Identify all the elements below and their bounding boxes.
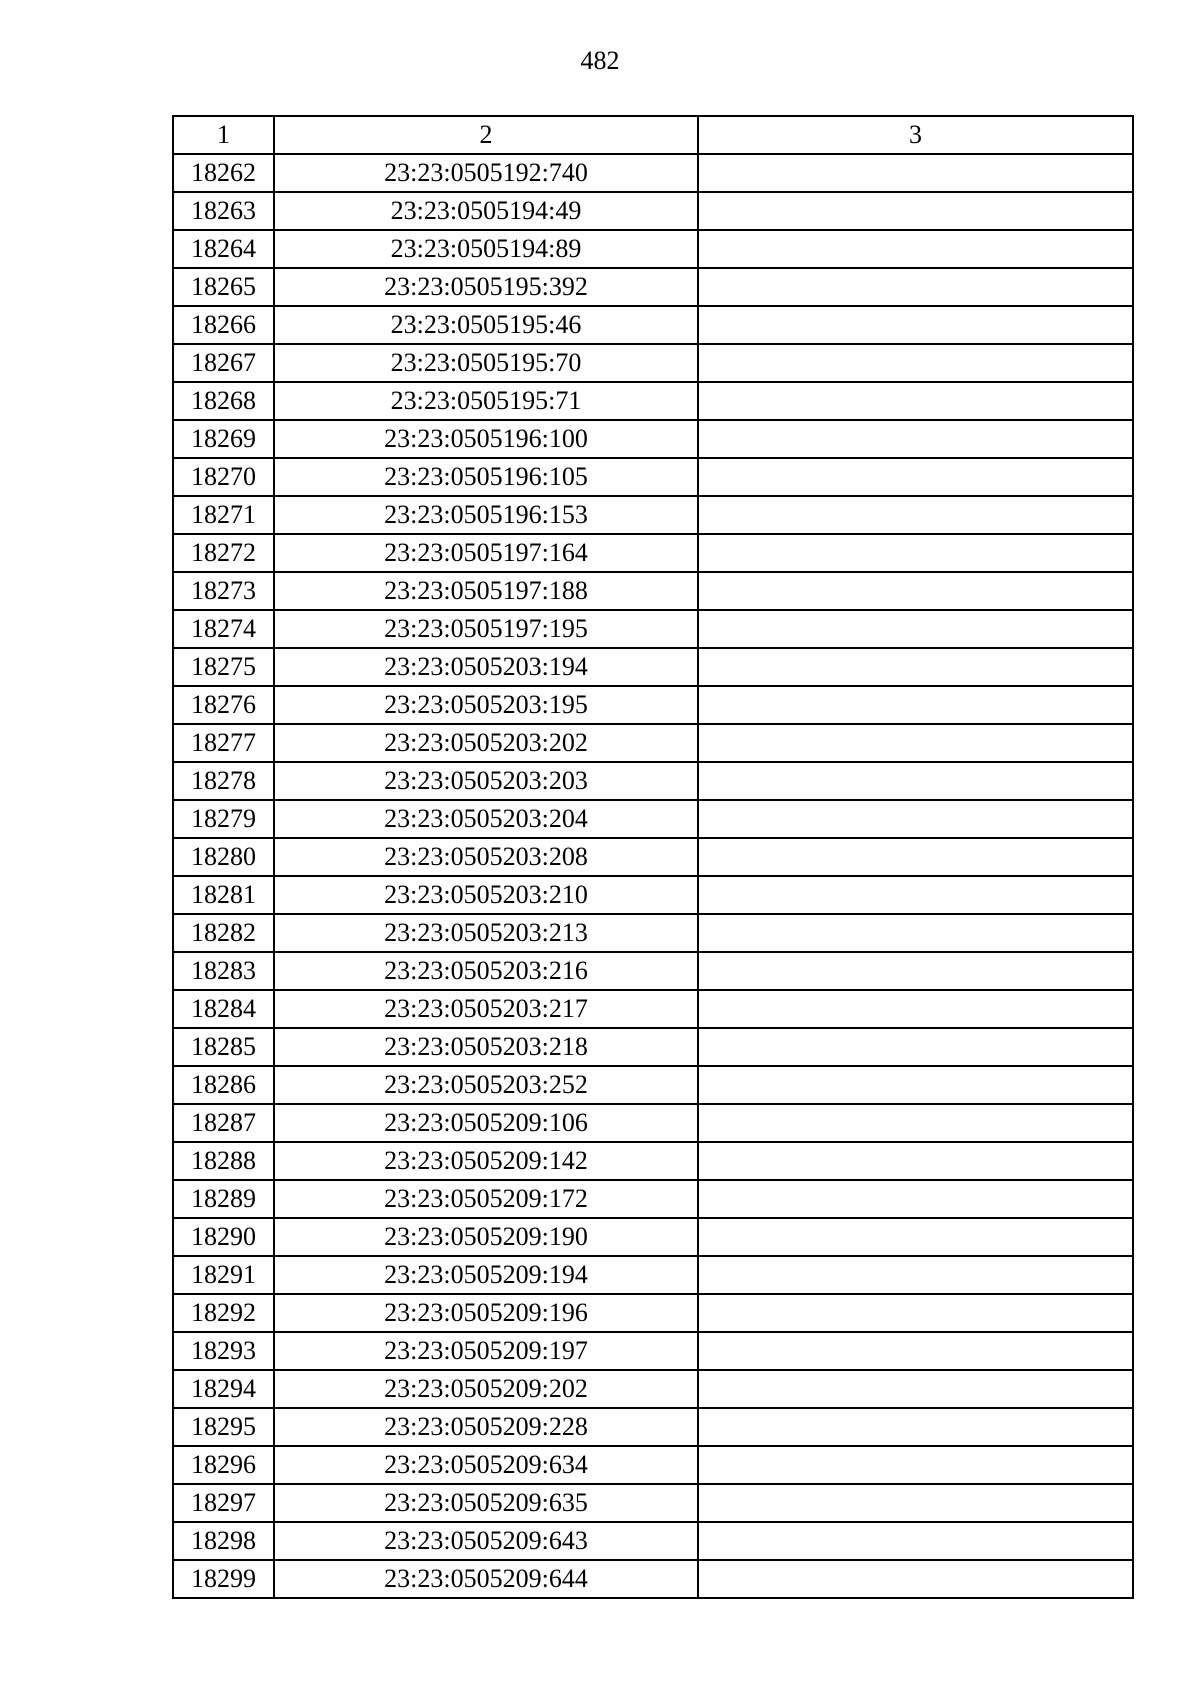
cadastral-number-cell: 23:23:0505209:106 — [274, 1104, 698, 1142]
row-number-cell: 18297 — [173, 1484, 274, 1522]
note-cell — [698, 458, 1133, 496]
table-row — [173, 344, 1133, 382]
table-row — [173, 420, 1133, 458]
note-cell — [698, 952, 1133, 990]
table-row — [173, 1522, 1133, 1560]
row-number-cell: 18265 — [173, 268, 274, 306]
table-row — [173, 1104, 1133, 1142]
table-row — [173, 458, 1133, 496]
cadastral-number-cell: 23:23:0505195:70 — [274, 344, 698, 382]
cadastral-number-cell: 23:23:0505203:202 — [274, 724, 698, 762]
cadastral-number-cell: 23:23:0505194:49 — [274, 192, 698, 230]
table-row — [173, 952, 1133, 990]
cadastral-number-cell: 23:23:0505203:252 — [274, 1066, 698, 1104]
cadastral-number-cell: 23:23:0505209:228 — [274, 1408, 698, 1446]
row-number-cell: 18272 — [173, 534, 274, 572]
row-number-cell: 18294 — [173, 1370, 274, 1408]
cadastral-number-cell: 23:23:0505209:190 — [274, 1218, 698, 1256]
table-row — [173, 1408, 1133, 1446]
row-number-cell: 18299 — [173, 1560, 274, 1598]
row-number-cell: 18271 — [173, 496, 274, 534]
note-cell — [698, 420, 1133, 458]
note-cell — [698, 382, 1133, 420]
table-row — [173, 990, 1133, 1028]
note-cell — [698, 572, 1133, 610]
table-row — [173, 572, 1133, 610]
cadastral-number-cell: 23:23:0505203:194 — [274, 648, 698, 686]
table-body — [173, 116, 1133, 1598]
table-row — [173, 192, 1133, 230]
table-row — [173, 1028, 1133, 1066]
cadastral-number-cell: 23:23:0505209:196 — [274, 1294, 698, 1332]
table-row — [173, 382, 1133, 420]
table-row — [173, 686, 1133, 724]
note-cell — [698, 1560, 1133, 1598]
note-cell — [698, 990, 1133, 1028]
table-row — [173, 800, 1133, 838]
table-row — [173, 306, 1133, 344]
table-row — [173, 610, 1133, 648]
cadastral-number-cell: 23:23:0505203:216 — [274, 952, 698, 990]
cadastral-number-cell: 23:23:0505209:644 — [274, 1560, 698, 1598]
note-cell — [698, 1180, 1133, 1218]
note-cell — [698, 268, 1133, 306]
table-row — [173, 1484, 1133, 1522]
row-number-cell: 18284 — [173, 990, 274, 1028]
table-row — [173, 724, 1133, 762]
row-number-cell: 18293 — [173, 1332, 274, 1370]
note-cell — [698, 610, 1133, 648]
row-number-cell: 18269 — [173, 420, 274, 458]
note-cell — [698, 1218, 1133, 1256]
cadastral-number-cell: 23:23:0505196:105 — [274, 458, 698, 496]
row-number-cell: 18289 — [173, 1180, 274, 1218]
cadastral-number-cell: 23:23:0505209:635 — [274, 1484, 698, 1522]
cadastral-number-cell: 23:23:0505209:202 — [274, 1370, 698, 1408]
cadastral-number-cell: 23:23:0505195:46 — [274, 306, 698, 344]
table-row — [173, 1180, 1133, 1218]
note-cell — [698, 1332, 1133, 1370]
row-number-cell: 18286 — [173, 1066, 274, 1104]
row-number-cell: 18279 — [173, 800, 274, 838]
note-cell — [698, 686, 1133, 724]
row-number-cell: 18275 — [173, 648, 274, 686]
note-cell — [698, 648, 1133, 686]
row-number-cell: 18273 — [173, 572, 274, 610]
note-cell — [698, 914, 1133, 952]
cadastral-number-cell: 23:23:0505196:153 — [274, 496, 698, 534]
note-cell — [698, 306, 1133, 344]
table-row — [173, 1560, 1133, 1598]
row-number-cell: 18267 — [173, 344, 274, 382]
cadastral-number-cell: 23:23:0505209:634 — [274, 1446, 698, 1484]
cadastral-number-cell: 23:23:0505203:218 — [274, 1028, 698, 1066]
cadastral-number-cell: 23:23:0505203:203 — [274, 762, 698, 800]
row-number-cell: 18281 — [173, 876, 274, 914]
note-cell — [698, 876, 1133, 914]
table-row — [173, 876, 1133, 914]
row-number-cell: 18266 — [173, 306, 274, 344]
note-cell — [698, 1446, 1133, 1484]
note-cell — [698, 724, 1133, 762]
table-row — [173, 838, 1133, 876]
row-number-cell: 18283 — [173, 952, 274, 990]
note-cell — [698, 154, 1133, 192]
cadastral-number-cell: 23:23:0505192:740 — [274, 154, 698, 192]
row-number-cell: 18285 — [173, 1028, 274, 1066]
header-cell-3: 3 — [698, 116, 1133, 154]
table-row — [173, 1446, 1133, 1484]
row-number-cell: 18282 — [173, 914, 274, 952]
table-row — [173, 268, 1133, 306]
header-cell-2: 2 — [274, 116, 698, 154]
row-number-cell: 18298 — [173, 1522, 274, 1560]
note-cell — [698, 1408, 1133, 1446]
note-cell — [698, 496, 1133, 534]
cadastral-number-cell: 23:23:0505203:208 — [274, 838, 698, 876]
row-number-cell: 18274 — [173, 610, 274, 648]
row-number-cell: 18263 — [173, 192, 274, 230]
note-cell — [698, 1294, 1133, 1332]
table-row — [173, 496, 1133, 534]
cadastral-number-cell: 23:23:0505209:194 — [274, 1256, 698, 1294]
note-cell — [698, 838, 1133, 876]
note-cell — [698, 344, 1133, 382]
table-row — [173, 648, 1133, 686]
cadastral-number-cell: 23:23:0505197:195 — [274, 610, 698, 648]
table-row — [173, 1370, 1133, 1408]
row-number-cell: 18288 — [173, 1142, 274, 1180]
table-row — [173, 230, 1133, 268]
note-cell — [698, 1142, 1133, 1180]
row-number-cell: 18270 — [173, 458, 274, 496]
cadastral-number-cell: 23:23:0505194:89 — [274, 230, 698, 268]
note-cell — [698, 1104, 1133, 1142]
row-number-cell: 18276 — [173, 686, 274, 724]
row-number-cell: 18287 — [173, 1104, 274, 1142]
header-row — [173, 116, 1133, 154]
row-number-cell: 18277 — [173, 724, 274, 762]
cadastral-number-cell: 23:23:0505196:100 — [274, 420, 698, 458]
row-number-cell: 18290 — [173, 1218, 274, 1256]
note-cell — [698, 1522, 1133, 1560]
row-number-cell: 18296 — [173, 1446, 274, 1484]
table-row — [173, 1218, 1133, 1256]
note-cell — [698, 1256, 1133, 1294]
note-cell — [698, 1028, 1133, 1066]
row-number-cell: 18268 — [173, 382, 274, 420]
row-number-cell: 18280 — [173, 838, 274, 876]
cadastral-number-cell: 23:23:0505203:213 — [274, 914, 698, 952]
row-number-cell: 18295 — [173, 1408, 274, 1446]
row-number-cell: 18292 — [173, 1294, 274, 1332]
row-number-cell: 18262 — [173, 154, 274, 192]
table-row — [173, 1142, 1133, 1180]
note-cell — [698, 534, 1133, 572]
cadastral-number-cell: 23:23:0505203:195 — [274, 686, 698, 724]
cadastral-number-cell: 23:23:0505203:210 — [274, 876, 698, 914]
row-number-cell: 18278 — [173, 762, 274, 800]
registry-table — [172, 115, 1134, 1599]
table-row — [173, 154, 1133, 192]
table-row — [173, 1066, 1133, 1104]
header-cell-1: 1 — [173, 116, 274, 154]
note-cell — [698, 1370, 1133, 1408]
cadastral-number-cell: 23:23:0505209:142 — [274, 1142, 698, 1180]
note-cell — [698, 1484, 1133, 1522]
page-number: 482 — [580, 46, 620, 75]
cadastral-number-cell: 23:23:0505203:217 — [274, 990, 698, 1028]
table-row — [173, 1332, 1133, 1370]
table-row — [173, 1294, 1133, 1332]
note-cell — [698, 1066, 1133, 1104]
cadastral-number-cell: 23:23:0505195:71 — [274, 382, 698, 420]
table-row — [173, 534, 1133, 572]
cadastral-number-cell: 23:23:0505209:197 — [274, 1332, 698, 1370]
cadastral-number-cell: 23:23:0505197:164 — [274, 534, 698, 572]
table-row — [173, 914, 1133, 952]
note-cell — [698, 800, 1133, 838]
row-number-cell: 18264 — [173, 230, 274, 268]
table-row — [173, 1256, 1133, 1294]
note-cell — [698, 230, 1133, 268]
cadastral-number-cell: 23:23:0505209:643 — [274, 1522, 698, 1560]
cadastral-number-cell: 23:23:0505195:392 — [274, 268, 698, 306]
cadastral-number-cell: 23:23:0505209:172 — [274, 1180, 698, 1218]
table-row — [173, 762, 1133, 800]
cadastral-number-cell: 23:23:0505203:204 — [274, 800, 698, 838]
note-cell — [698, 192, 1133, 230]
row-number-cell: 18291 — [173, 1256, 274, 1294]
cadastral-number-cell: 23:23:0505197:188 — [274, 572, 698, 610]
note-cell — [698, 762, 1133, 800]
